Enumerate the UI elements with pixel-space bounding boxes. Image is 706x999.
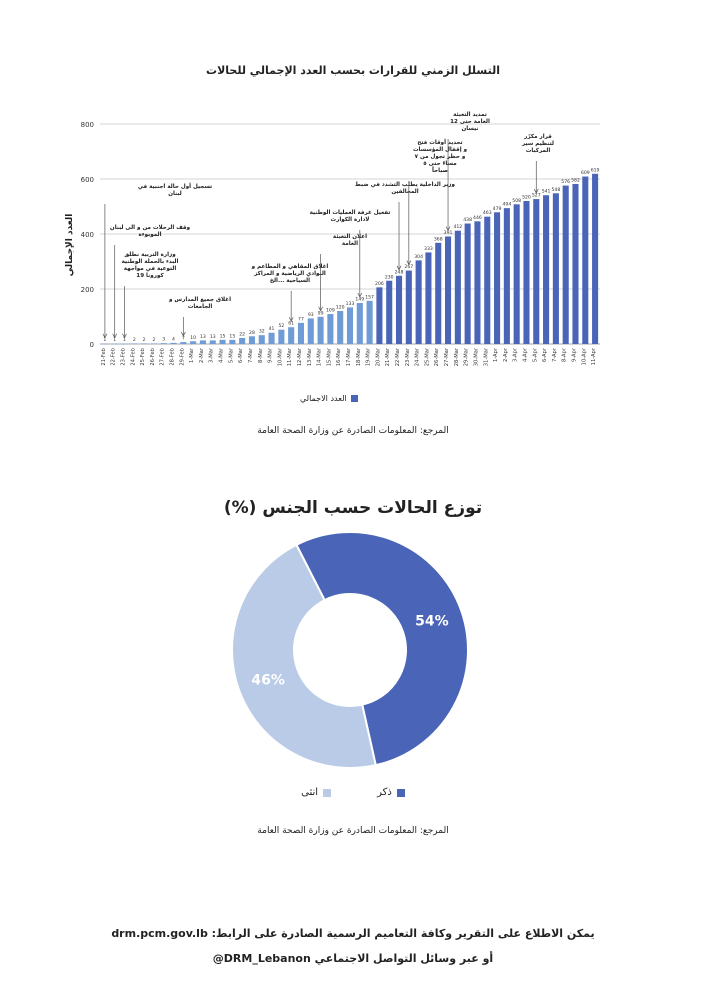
x-tick-label: 29-Mar <box>463 348 470 367</box>
bar-value-label: 619 <box>590 168 600 174</box>
bar <box>563 186 569 344</box>
x-tick-label: 26-Mar <box>434 348 441 367</box>
donut-label-female: 46% <box>251 672 285 689</box>
bar <box>406 271 412 344</box>
x-tick-label: 6-Mar <box>238 348 245 363</box>
gender-chart-title: توزع الحالات حسب الجنس (%) <box>223 498 483 518</box>
annotation-label: اعلان التعبئة العامة <box>332 234 368 247</box>
x-tick-label: 19-Mar <box>365 348 372 367</box>
bar-value-label: 13 <box>209 334 216 340</box>
bar-value-label: 230 <box>384 275 394 281</box>
annotation-label: وزير الداخلية يطلب التشدد في ضبط المخالفين <box>354 182 456 195</box>
bar-value-label: 576 <box>561 180 571 186</box>
bar <box>220 340 226 344</box>
bar <box>259 335 265 344</box>
bar <box>249 336 255 344</box>
x-tick-label: 22-Mar <box>395 348 402 367</box>
annotation-label: وزارة التربية نطلق البدء بالحملة الوطنية التوعية في مواجهة كورونا 19 <box>121 252 179 279</box>
x-tick-label: 7-Mar <box>247 348 254 363</box>
bar-value-label: 93 <box>307 312 314 318</box>
bar-value-label: 508 <box>512 198 522 204</box>
bar-value-label: 267 <box>404 265 414 271</box>
y-tick-label: 800 <box>80 121 94 129</box>
bar-value-label: 609 <box>580 171 590 177</box>
gender-legend <box>0 787 706 798</box>
annotation-label: تفعيل غرفة العمليات الوطنية لادارة الكوارث <box>309 210 391 223</box>
legend-swatch <box>351 395 358 402</box>
x-tick-label: 5-Mar <box>228 348 235 363</box>
bar <box>455 231 461 344</box>
bar <box>465 224 471 344</box>
y-tick-label: 600 <box>80 176 94 184</box>
bar <box>180 342 186 344</box>
bar <box>170 343 176 344</box>
bar <box>269 333 275 344</box>
bar-value-label: 15 <box>229 334 236 340</box>
bar <box>131 343 137 344</box>
y-tick-label: 200 <box>80 286 94 294</box>
x-tick-label: 13-Mar <box>306 348 313 367</box>
bar <box>592 174 598 344</box>
legend-label-female: انثى <box>301 787 319 798</box>
bar-value-label: 99 <box>317 311 324 317</box>
bar-value-label: 3 <box>162 337 166 343</box>
bar <box>190 341 196 344</box>
bar-value-label: 582 <box>571 178 580 184</box>
bar-value-label: 463 <box>482 211 492 217</box>
bar-value-label: 61 <box>288 321 295 327</box>
bar <box>425 252 431 344</box>
bar <box>572 184 578 344</box>
x-tick-label: 4-Apr <box>522 348 529 363</box>
timeline-chart-title: التسلل الزمني للقرارات بحسب العدد الإجمالي للحالات <box>206 64 500 77</box>
x-tick-label: 12-Mar <box>296 348 303 367</box>
bar <box>112 344 118 345</box>
bar-value-label: 22 <box>239 332 246 338</box>
bar <box>376 287 382 344</box>
footer-social-line: أو عبر وسائل التواصل الاجتماعي DRM_Lebanon@ <box>212 952 494 965</box>
x-tick-label: 18-Mar <box>355 348 362 367</box>
bar <box>308 318 314 344</box>
bar-value-label: 206 <box>375 281 384 287</box>
source-note: المرجع: المعلومات الصادرة عن وزارة الصحة العامة <box>257 426 449 436</box>
bar-value-label: 520 <box>522 195 531 201</box>
bar <box>523 201 529 344</box>
donut-slices <box>232 532 468 768</box>
x-tick-label: 23-Mar <box>404 348 411 367</box>
bar <box>327 314 333 344</box>
bar <box>161 343 167 344</box>
bar <box>210 340 216 344</box>
x-tick-label: 25-Mar <box>424 348 431 367</box>
x-tick-label: 1-Mar <box>189 348 196 363</box>
bar <box>543 195 549 344</box>
bar-value-label: 412 <box>453 225 463 231</box>
bar <box>494 212 500 344</box>
bar-value-label: 109 <box>326 308 335 314</box>
x-tick-label: 30-Mar <box>473 348 480 367</box>
x-tick-label: 27-Feb <box>159 348 166 366</box>
x-tick-label: 9-Mar <box>267 348 274 363</box>
bar <box>533 199 539 344</box>
bar-value-label: 479 <box>492 206 502 212</box>
x-tick-label: 15-Mar <box>326 348 333 367</box>
bar-value-label: 41 <box>268 327 275 333</box>
bar <box>514 204 520 344</box>
bar <box>318 317 324 344</box>
bar-value-label: 548 <box>551 187 561 193</box>
bar <box>357 303 363 344</box>
x-tick-label: 31-Mar <box>483 348 490 367</box>
bar-value-label: 133 <box>345 301 355 307</box>
bar-value-label: 494 <box>502 202 512 208</box>
legend-label-male: ذكر <box>377 787 392 798</box>
x-tick-label: 28-Feb <box>169 348 176 366</box>
annotation-label: تحديد أوقات فتح و إقفال المؤسسات و حظر تجول من ٧ مساءً حتى ٥ صباحاً <box>412 140 468 174</box>
x-tick-label: 8-Apr <box>561 348 568 363</box>
bar-value-label: 52 <box>278 324 285 330</box>
bar-value-label: 149 <box>355 297 365 303</box>
bar <box>582 177 588 344</box>
x-tick-label: 24-Feb <box>130 348 137 366</box>
y-axis-label: العدد الإجمالي <box>65 213 75 277</box>
legend-item-female <box>301 787 331 798</box>
bar <box>416 260 422 344</box>
bar <box>445 236 451 344</box>
x-tick-label: 11-Mar <box>287 348 294 367</box>
bar-value-label: 28 <box>249 330 255 336</box>
gender-donut-chart <box>200 520 500 780</box>
bar-value-label: 248 <box>394 270 404 276</box>
y-axis-tick-labels <box>81 121 94 349</box>
legend-swatch-male <box>397 789 405 797</box>
bar <box>504 208 510 344</box>
x-tick-label: 2-Apr <box>502 348 509 363</box>
x-tick-label: 3-Mar <box>208 348 215 363</box>
bar <box>229 340 235 344</box>
bar <box>367 301 373 344</box>
bar-value-label: 333 <box>424 246 433 252</box>
bar <box>435 243 441 344</box>
bar <box>386 281 392 344</box>
bar-value-label: 77 <box>298 317 304 323</box>
annotation-label: اغلاق المقاهي و المطاعم و النوادي الرياضية و المراكز السياحية ...الخ <box>251 264 329 284</box>
x-tick-label: 9-Apr <box>571 348 578 363</box>
x-tick-label: 11-Apr <box>591 348 598 366</box>
x-tick-label: 16-Mar <box>336 348 343 367</box>
x-tick-label: 5-Apr <box>532 348 539 363</box>
footer-link-line: يمكن الاطلاع على التقرير وكافة التعاميم الرسمية الصادرة على الرابط: drm.pcm.gov.lb <box>111 927 595 940</box>
bar-value-label: 120 <box>335 305 345 311</box>
x-tick-label: 14-Mar <box>316 348 323 367</box>
bar <box>484 217 490 344</box>
timeline-legend <box>300 394 358 403</box>
bar <box>474 221 480 344</box>
bar <box>337 311 343 344</box>
legend-swatch-female <box>323 789 331 797</box>
bar-value-label: 32 <box>258 329 265 335</box>
bar-value-label: 1 <box>113 338 117 344</box>
bar <box>288 327 294 344</box>
x-tick-label: 23-Feb <box>120 348 127 366</box>
timeline-bar-chart <box>0 100 706 390</box>
x-tick-label: 28-Mar <box>453 348 460 367</box>
bar-value-label: 527 <box>531 193 541 199</box>
bar-value-label: 541 <box>541 189 551 195</box>
bar <box>141 343 147 344</box>
bar <box>298 323 304 344</box>
bar-value-label: 7 <box>181 336 185 342</box>
x-tick-label: 6-Apr <box>542 348 549 363</box>
x-tick-label: 22-Feb <box>110 348 117 366</box>
bar-value-label: 15 <box>219 334 226 340</box>
bar-value-label: 368 <box>433 237 443 243</box>
x-tick-label: 4-Mar <box>218 348 225 363</box>
bar <box>151 343 157 344</box>
bar-value-label: 446 <box>473 215 482 221</box>
bar <box>121 344 127 345</box>
bar-value-label: 157 <box>365 295 374 301</box>
x-tick-label: 21-Mar <box>385 348 392 367</box>
x-tick-label: 29-Feb <box>179 348 186 366</box>
donut-label-male: 54% <box>415 613 449 630</box>
legend-entry: العدد الاجمالي <box>300 394 347 403</box>
bar <box>239 338 245 344</box>
legend-item-male <box>377 787 405 798</box>
annotation-label: قرار مكرّر لتنظيم سير المركبات <box>522 134 554 154</box>
bar-value-label: 1 <box>123 338 126 344</box>
annotation-label: تمديد التعبئة العامة حتى 12 نيسان <box>450 112 490 132</box>
x-tick-label: 10-Mar <box>277 348 284 367</box>
bar-value-label: 2 <box>142 337 146 343</box>
annotation-label: وقف الرحلات من و الى لبنان الموبوءة <box>109 225 191 238</box>
x-tick-label: 1-Apr <box>493 348 500 363</box>
bar-value-label: 2 <box>152 337 156 343</box>
bar <box>553 193 559 344</box>
bar-value-label: 4 <box>172 337 175 343</box>
x-tick-label: 8-Mar <box>257 348 264 363</box>
bar <box>347 307 353 344</box>
x-tick-label: 3-Apr <box>512 348 519 363</box>
annotation-label: اغلاق جميع المدارس و الجامعات <box>168 297 232 310</box>
x-tick-label: 7-Apr <box>551 348 558 363</box>
bar <box>396 276 402 344</box>
annotation-label: تسجيل أول حالة اجنبية في لبنان <box>137 184 213 197</box>
y-tick-label: 400 <box>80 231 94 239</box>
x-tick-label: 27-Mar <box>444 348 451 367</box>
bar <box>278 330 284 344</box>
x-tick-label: 21-Feb <box>100 348 107 366</box>
x-tick-label: 17-Mar <box>346 348 352 367</box>
bar-value-label: 304 <box>414 254 424 260</box>
y-tick-label: 0 <box>89 341 94 349</box>
bar-value-label: 391 <box>443 230 453 236</box>
source-note-2: المرجع: المعلومات الصادرة عن وزارة الصحة العامة <box>257 826 449 836</box>
x-tick-label: 2-Mar <box>198 348 205 363</box>
x-tick-label: 10-Apr <box>581 348 588 366</box>
x-axis-tick-labels <box>101 347 597 366</box>
bar-value-label: 10 <box>190 335 197 341</box>
x-tick-label: 20-Mar <box>375 348 382 367</box>
bar-value-label: 13 <box>200 334 206 340</box>
bar-value-label: 2 <box>132 337 136 343</box>
x-tick-label: 24-Mar <box>414 348 421 367</box>
x-tick-label: 25-Feb <box>140 348 147 366</box>
bar <box>102 344 108 345</box>
bar-value-label: 438 <box>463 218 473 224</box>
bar <box>200 340 206 344</box>
x-tick-label: 26-Feb <box>149 348 156 366</box>
bar-value-label: 1 <box>103 338 107 344</box>
